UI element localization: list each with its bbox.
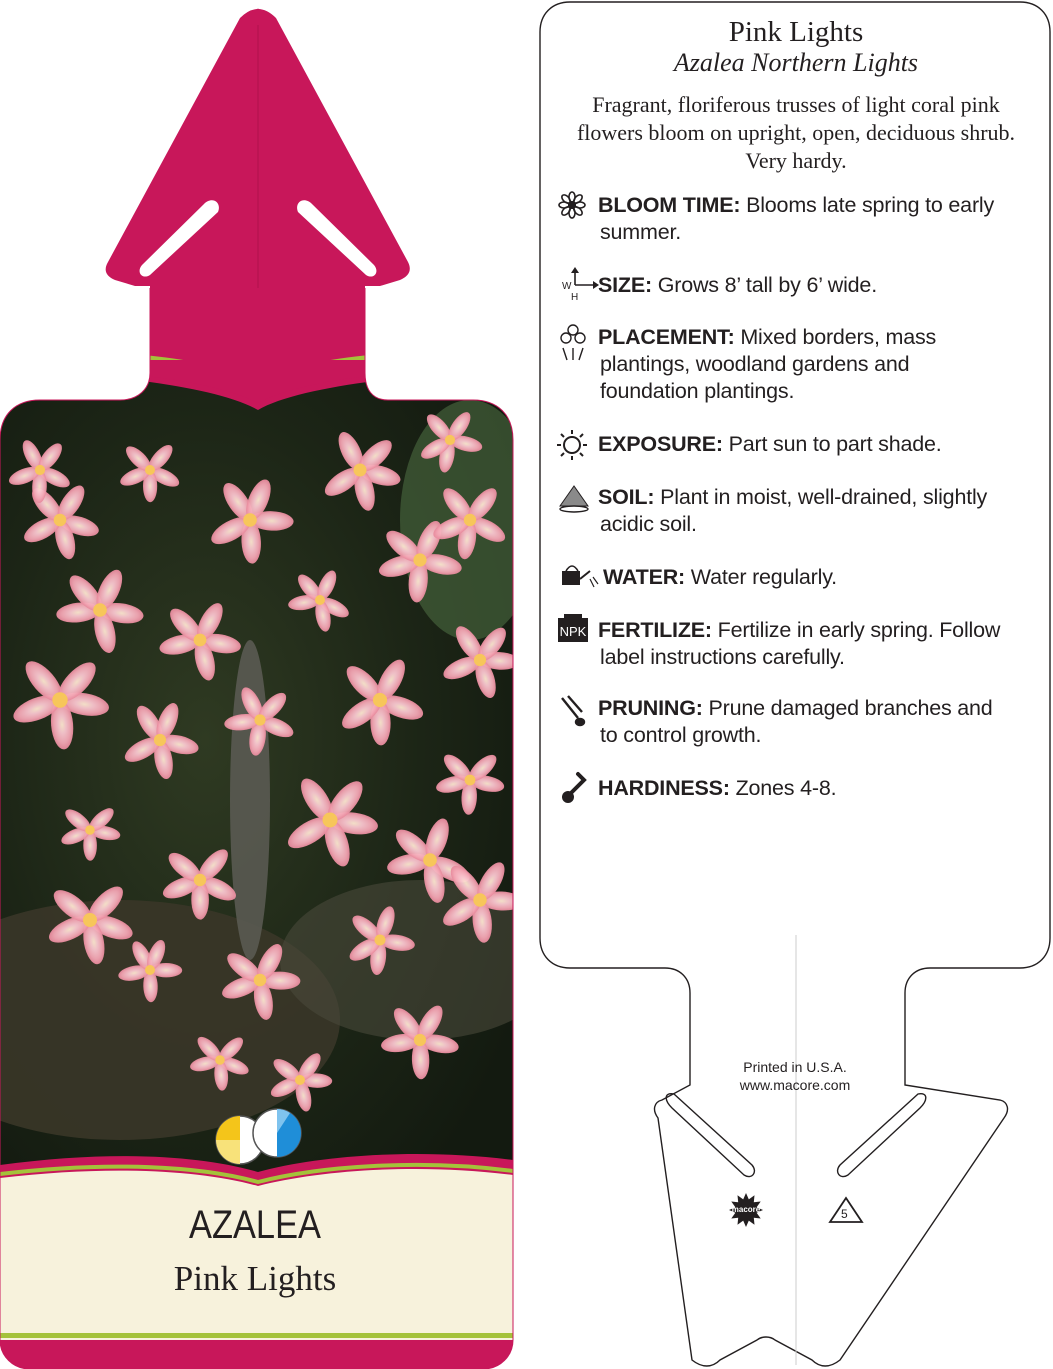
attribute-value: Mixed borders, mass: [734, 325, 937, 349]
attribute-value-continued: label instructions carefully.: [600, 645, 845, 669]
attribute-value-continued: acidic soil.: [600, 512, 697, 536]
attribute-row: [598, 775, 1038, 802]
attribute-value-continued: summer.: [600, 220, 682, 244]
website-url: www.macore.com: [739, 1077, 851, 1093]
attribute-label: FERTILIZE:: [598, 618, 712, 642]
attribute-label: PLACEMENT:: [598, 325, 735, 349]
plant-type-title: AZALEA: [189, 1203, 321, 1247]
plant-description: Fragrant, floriferous trusses of light coral pink flowers bloom on upright, open, deciduous shrub. Very hardy.: [576, 92, 1016, 173]
attribute-row: [598, 617, 1038, 671]
attribute-label: SIZE:: [598, 273, 652, 297]
attribute-value: Fertilize in early spring. Follow: [711, 618, 1001, 642]
attribute-value-continued: to control growth.: [600, 723, 762, 747]
attribute-value: Prune damaged branches and: [702, 696, 993, 720]
attribute-row: [598, 272, 1038, 299]
attribute-row: [598, 431, 1038, 458]
botanical-name: Azalea Northern Lights: [673, 48, 919, 77]
attribute-value-continued: foundation plantings.: [600, 379, 795, 403]
printed-in-usa: Printed in U.S.A.: [743, 1059, 847, 1075]
attribute-label: BLOOM TIME:: [598, 193, 741, 217]
npk-fertilizer-icon: [558, 614, 588, 642]
attribute-value: Water regularly.: [685, 565, 837, 589]
printed-note: [705, 1058, 885, 1094]
common-name-title: Pink Lights: [728, 16, 864, 48]
attribute-value: Part sun to part shade.: [722, 432, 942, 456]
recycle-code: 5: [841, 1207, 848, 1221]
size-height-letter: H: [571, 292, 579, 303]
attribute-value: Blooms late spring to early: [740, 193, 995, 217]
npk-label: NPK: [559, 624, 587, 639]
attribute-label: WATER:: [603, 565, 685, 589]
size-width-letter: W: [562, 281, 572, 292]
attribute-row: [598, 324, 1038, 405]
attribute-row: [598, 484, 1038, 538]
attribute-row: [603, 564, 1043, 591]
attribute-label: SOIL:: [598, 485, 655, 509]
attribute-value-continued: plantings, woodland gardens and: [600, 352, 910, 376]
attribute-value: Zones 4-8.: [729, 776, 837, 800]
macore-mark: macore: [731, 1205, 761, 1214]
attribute-label: HARDINESS:: [598, 776, 730, 800]
attribute-row: [598, 695, 1038, 749]
attribute-value: Plant in moist, well-drained, slightly: [654, 485, 988, 509]
attribute-value: Grows 8’ tall by 6’ wide.: [651, 273, 877, 297]
attribute-label: EXPOSURE:: [598, 432, 723, 456]
variety-name: Pink Lights: [173, 1259, 337, 1298]
attribute-label: PRUNING:: [598, 696, 703, 720]
attribute-row: [598, 192, 1038, 246]
